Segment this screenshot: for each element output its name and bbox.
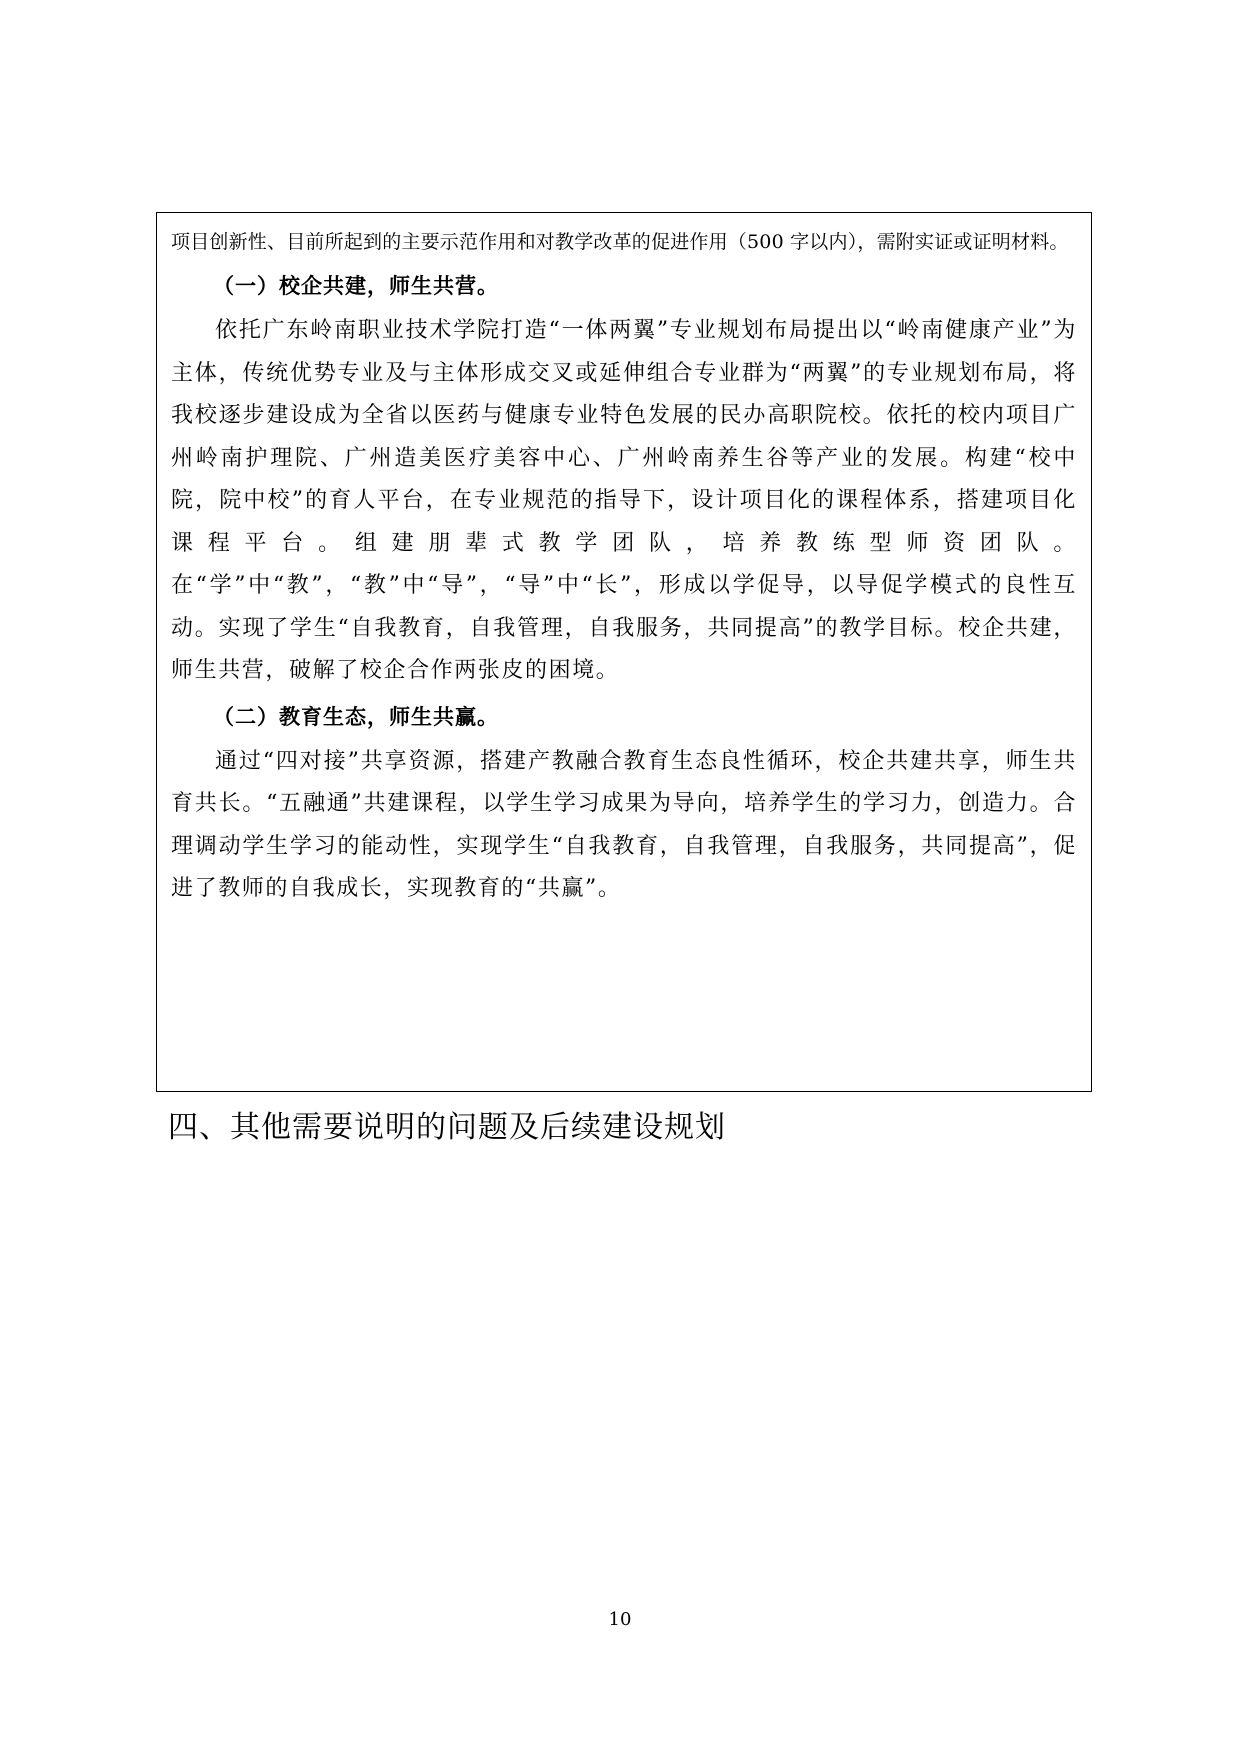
section-one-heading: （一）校企共建，师生共营。 <box>213 274 499 298</box>
section-one-paragraph: 依托广东岭南职业技术学院打造“一体两翼”专业规划布局提出以“岭南健康产业”为主体，传统优势专业及与主体形成交叉或延伸组合专业群为“两翼”的专业规划布局，将我校逐步建设成为全省以医药与健康专业特色发展的民办高职院校。依托的校内项目广州岭南护理院、广州造美医疗美容中心、广州岭南养生谷等产业的发展。构建“校中院，院中校”的育人平台，在专业规范的指导下，设计项目化的课程体系，搭建项目化课程平台。组建朋辈式教学团队，培养教练型师资团队。在“学”中“教”，“教”中“导”，“导”中“长”，形成以学促导，以导促学模式的良性互动。实现了学生“自我教育，自我管理，自我服务，共同提高”的教学目标。校企共建，师生共营，破解了校企合作两张皮的困境。 <box>171 318 1077 683</box>
section-two-paragraph: 通过“四对接”共享资源，搭建产教融合教育生态良性循环，校企共建共享，师生共育共长。“五融通”共建课程，以学生学习成果为导向，培养学生的学习力，创造力。合理调动学生学习的能动性，实现学生“自我教育，自我管理，自我服务，共同提高”，促进了教师的自我成长，实现教育的“共赢”。 <box>171 748 1077 901</box>
content-table-cell <box>156 212 1092 1092</box>
section-four-title: 四、其他需要说明的问题及后续建设规划 <box>168 1110 726 1145</box>
cell-instruction-text: 项目创新性、目前所起到的主要示范作用和对教学改革的促进作用（500 字以内），需附实证或证明材料。 <box>171 231 1069 253</box>
section-two-heading: （二）教育生态，师生共赢。 <box>213 704 499 729</box>
page-number: 10 <box>608 1609 632 1630</box>
